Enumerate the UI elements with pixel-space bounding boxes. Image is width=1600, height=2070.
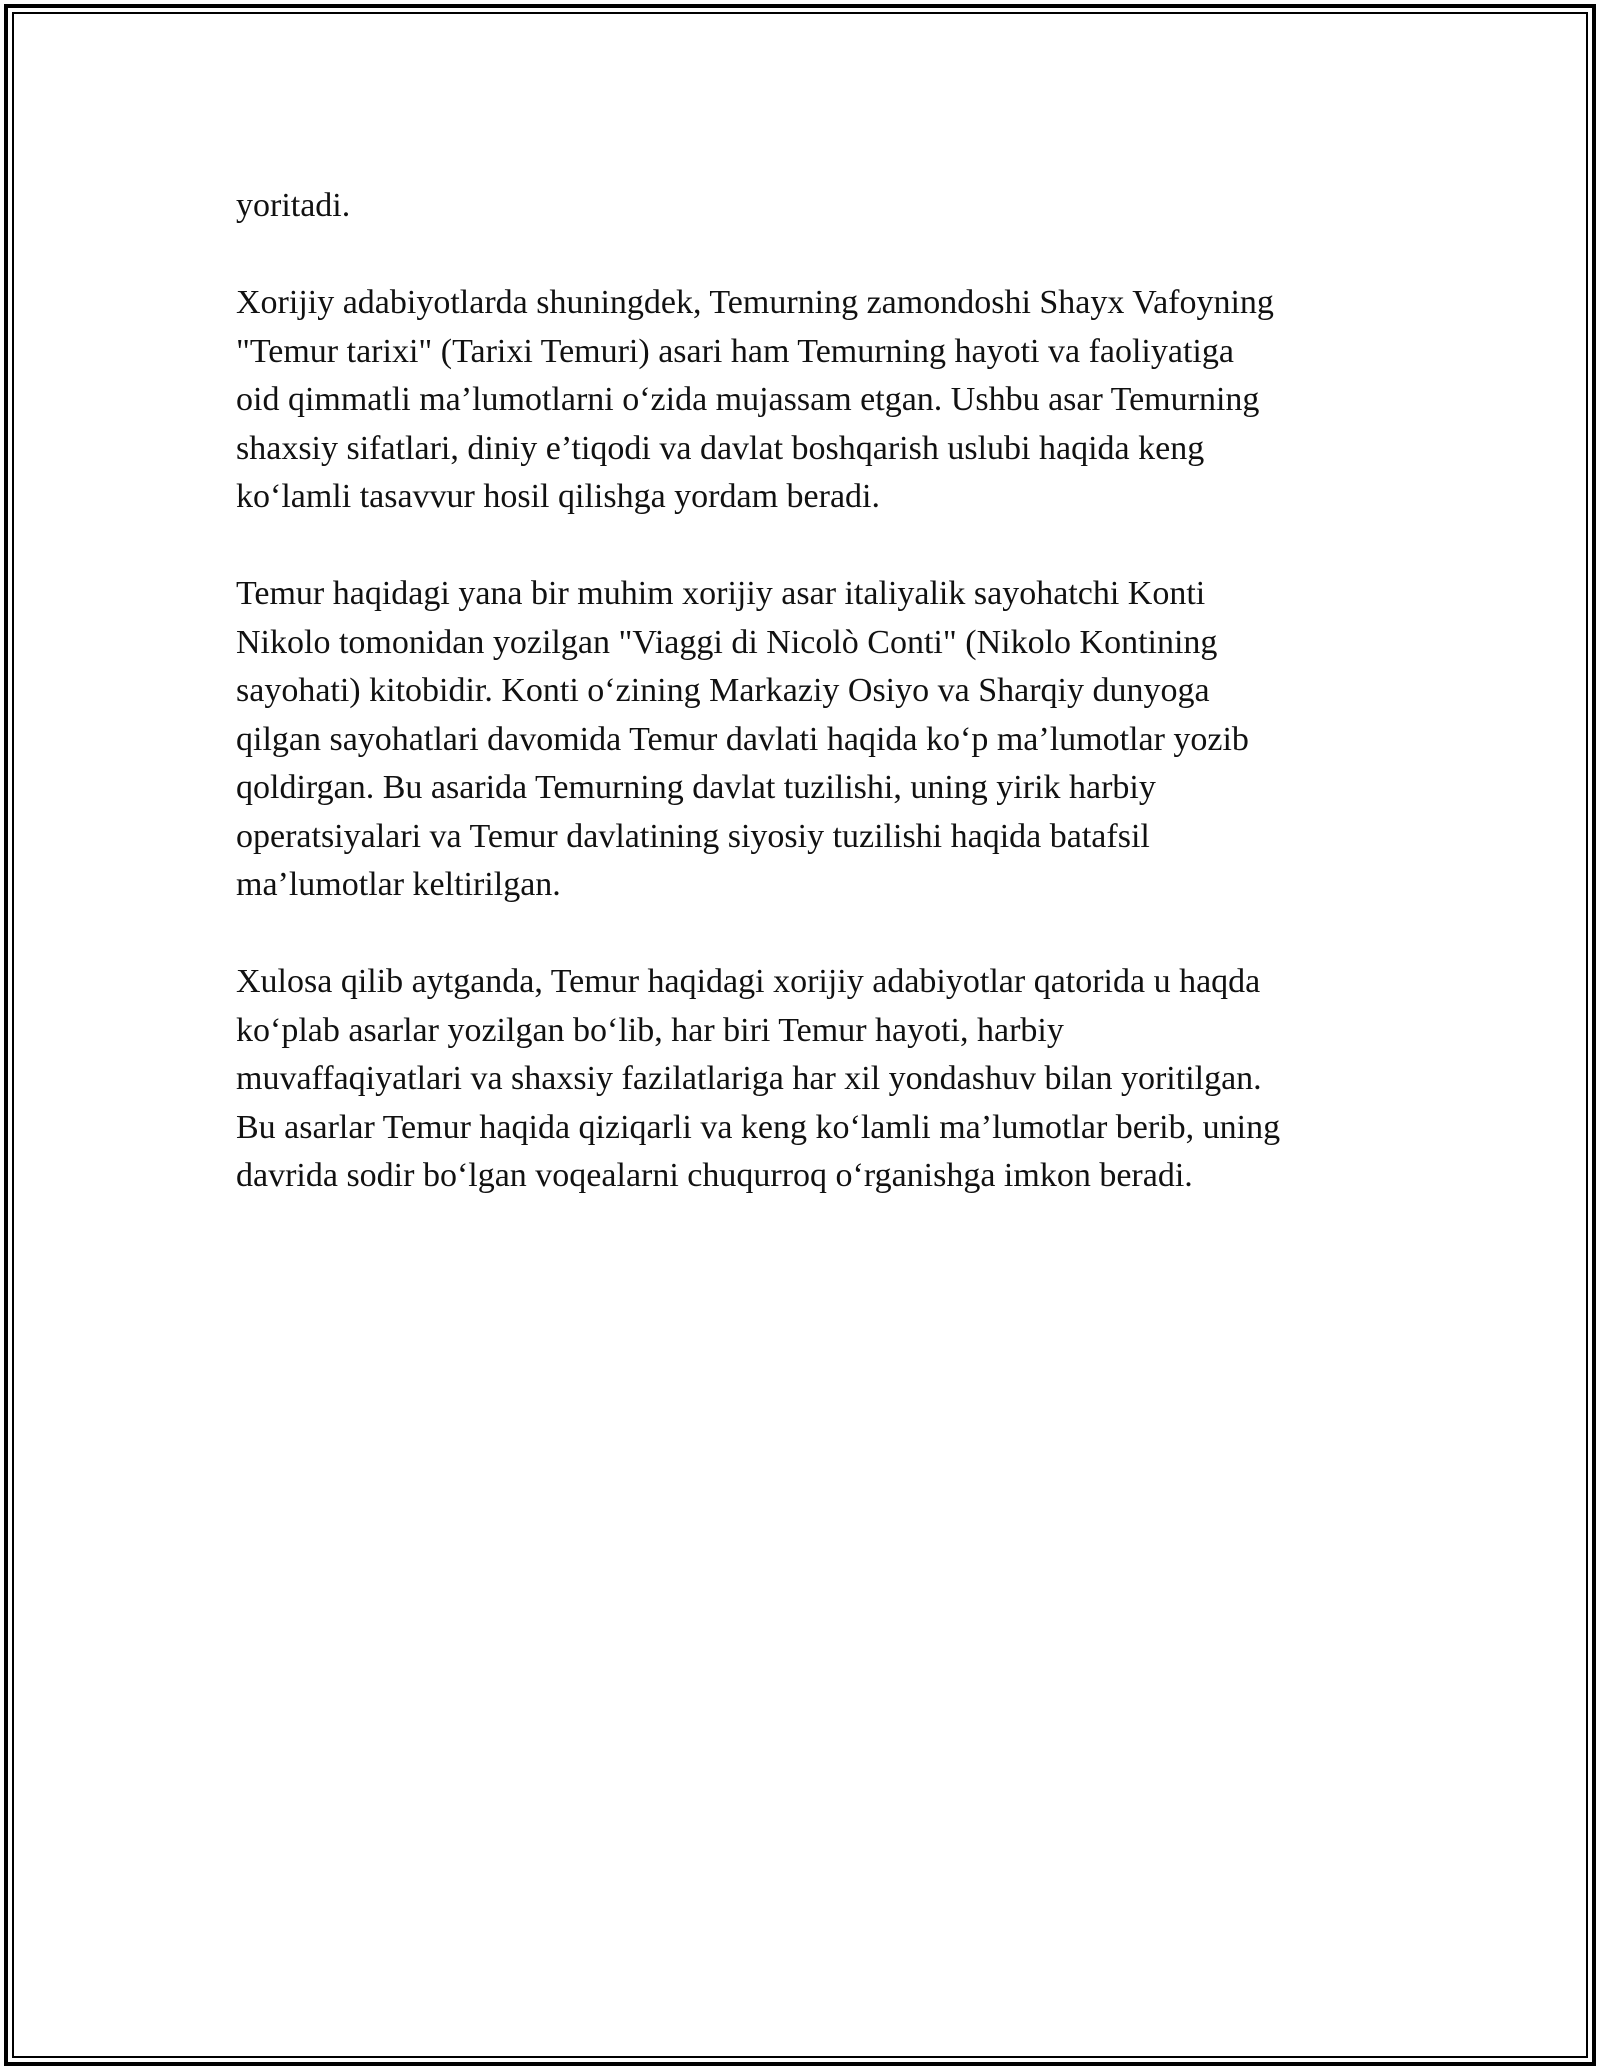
paragraph-continuation: yoritadi. bbox=[236, 187, 351, 224]
paragraph-conclusion: Xulosa qilib aytganda, Temur haqidagi xorijiy adabiyotlar qatorida u haqda ko‘plab asarlar yozilgan bo‘lib, har biri Temur hayoti, harbiy muvaffaqiyatlari va shaxsiy fazilatlariga har xil yondashuv bilan yoritilgan. Bu asarlar Temur haqida qiziqarli va keng ko‘lamli ma’lumotlar berib, uning davrida sodir bo‘lgan voqealarni chuqurroq o‘rganishga imkon beradi. bbox=[236, 963, 1281, 1194]
document-body bbox=[236, 182, 1376, 1249]
paragraph-shayx-vafoy: Xorijiy adabiyotlarda shuningdek, Temurning zamondoshi Shayx Vafoyning "Temur tarixi" (Tarixi Temuri) asari ham Temurning hayoti va faoliyatiga oid qimmatli ma’lumotlarni o‘zida mujassam etgan. Ushbu asar Temurning shaxsiy sifatlari, diniy e’tiqodi va davlat boshqarish uslubi haqida keng ko‘lamli tasavvur hosil qilishga yordam beradi. bbox=[236, 284, 1274, 515]
paragraph-konti-nikolo: Temur haqidagi yana bir muhim xorijiy asar italiyalik sayohatchi Konti Nikolo tomonidan yozilgan "Viaggi di Nicolò Conti" (Nikolo Kontining sayohati) kitobidir. Konti o‘zining Markaziy Osiyo va Sharqiy dunyoga qilgan sayohatlari davomida Temur davlati haqida ko‘p ma’lumotlar yozib qoldirgan. Bu asarida Temurning davlat tuzilishi, uning yirik harbiy operatsiyalari va Temur davlatining siyosiy tuzilishi haqida batafsil ma’lumotlar keltirilgan. bbox=[236, 575, 1249, 903]
